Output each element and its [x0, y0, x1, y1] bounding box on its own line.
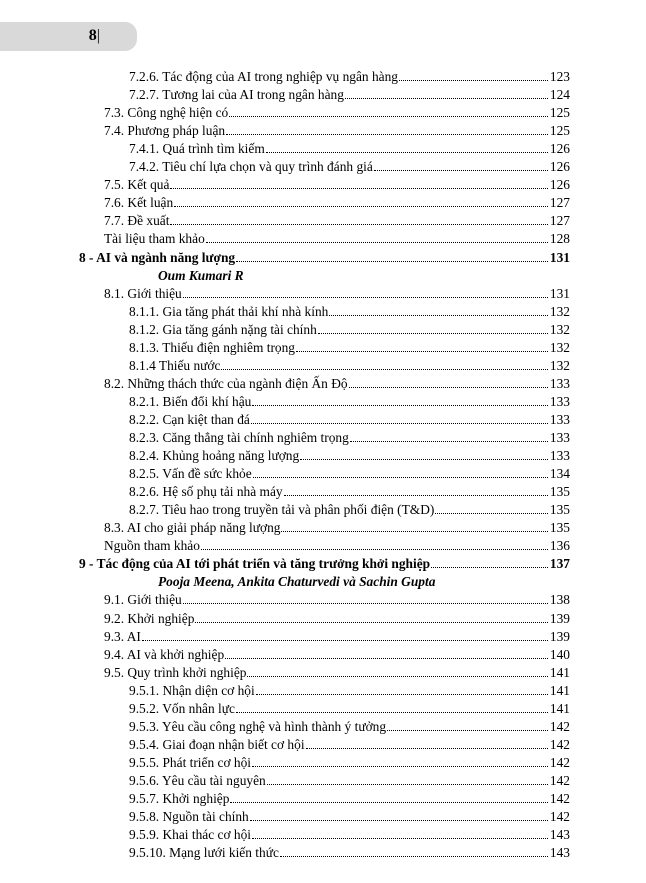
toc-entry[interactable] [129, 790, 570, 807]
toc-entry[interactable] [129, 411, 570, 428]
toc-entry-page: 142 [549, 773, 570, 788]
toc-entry-title: 7.3. Công nghệ hiện có [104, 105, 229, 120]
toc-entry[interactable] [129, 321, 570, 338]
toc-entry-title: 9.1. Giới thiệu [104, 592, 182, 607]
dot-leader [253, 477, 548, 478]
toc-entry-page: 141 [549, 683, 570, 698]
toc-entry-title: 7.4.2. Tiêu chí lựa chọn và quy trình đánh giá [129, 159, 373, 174]
dot-leader [225, 658, 548, 659]
toc-entry-page: 142 [549, 737, 570, 752]
toc-entry-page: 127 [549, 195, 570, 210]
toc-entry[interactable] [129, 772, 570, 789]
dot-leader [267, 784, 548, 785]
toc-entry-page: 142 [549, 791, 570, 806]
toc-entry[interactable] [104, 519, 570, 536]
toc-entry-page: 142 [549, 755, 570, 770]
toc-entry[interactable] [129, 429, 570, 446]
toc-entry[interactable] [104, 104, 570, 121]
toc-entry-title: 7.4.1. Quá trình tìm kiếm [129, 141, 265, 156]
toc-entry-title: 9.5.9. Khai thác cơ hội [129, 827, 251, 842]
toc-entry-page: 133 [549, 376, 570, 391]
toc-chapter-entry[interactable] [79, 555, 570, 572]
dot-leader [250, 820, 548, 821]
toc-entry-title: 9.5.2. Vốn nhân lực [129, 701, 235, 716]
toc-entry-title: 9.4. AI và khởi nghiệp [104, 647, 225, 662]
toc-entry[interactable] [129, 736, 570, 753]
toc-entry-page: 143 [549, 827, 570, 842]
dot-leader [387, 730, 548, 731]
toc-entry-page: 135 [549, 502, 570, 517]
toc-entry-title: 7.7. Đề xuất [104, 213, 170, 228]
dot-leader [374, 170, 548, 171]
toc-entry[interactable] [104, 176, 570, 193]
toc-entry-page: 141 [549, 665, 570, 680]
toc-entry-title: 7.6. Kết luận [104, 195, 174, 210]
toc-entry[interactable] [129, 808, 570, 825]
toc-entry-title: 8.2.2. Cạn kiệt than đá [129, 412, 250, 427]
toc-entry[interactable] [104, 212, 570, 229]
toc-entry-title: 9.5.4. Giai đoạn nhận biết cơ hội [129, 737, 305, 752]
toc-entry[interactable] [129, 68, 570, 85]
dot-leader [296, 351, 548, 352]
toc-entry-title: Nguồn tham khảo [104, 538, 200, 553]
toc-entry-page: 133 [549, 430, 570, 445]
toc-entry-title: 9.5.3. Yêu cầu công nghệ và hình thành ý tưởng [129, 719, 387, 734]
toc-entry-page: 126 [549, 141, 570, 156]
dot-leader [236, 712, 548, 713]
dot-leader [284, 495, 548, 496]
toc-entry-title: 8.2.1. Biến đổi khí hậu [129, 394, 252, 409]
dot-leader [170, 188, 547, 189]
dot-leader [206, 242, 548, 243]
toc-entry-title: 8.2.5. Vấn đề sức khỏe [129, 466, 252, 481]
toc-entry[interactable] [104, 285, 570, 302]
toc-entry[interactable] [104, 230, 570, 247]
dot-leader [201, 549, 548, 550]
dot-leader [236, 261, 548, 262]
dot-leader [247, 676, 547, 677]
toc-entry[interactable] [129, 86, 570, 103]
toc-entry[interactable] [129, 754, 570, 771]
dot-leader [252, 838, 548, 839]
dot-leader [306, 748, 548, 749]
toc-entry[interactable] [129, 339, 570, 356]
toc-entry-title: 9.5.1. Nhận diện cơ hội [129, 683, 255, 698]
toc-entry-page: 139 [549, 611, 570, 626]
toc-entry-title: 8.2. Những thách thức của ngành điện Ấn Độ [104, 376, 348, 391]
toc-entry[interactable] [104, 122, 570, 139]
toc-entry[interactable] [129, 465, 570, 482]
toc-entry[interactable] [129, 140, 570, 157]
page-number: 8| [88, 27, 100, 44]
toc-entry-page: 133 [549, 448, 570, 463]
toc-entry-page: 142 [549, 809, 570, 824]
toc-entry-title: Tài liệu tham khảo [104, 231, 205, 246]
toc-author: Pooja Meena, Ankita Chaturvedi và Sachin Gupta [158, 574, 436, 589]
toc-entry-title: 8.1.4 Thiếu nước [129, 358, 221, 373]
toc-entry[interactable] [104, 664, 570, 681]
toc-entry-title: 7.4. Phương pháp luận [104, 123, 226, 138]
dot-leader [350, 441, 548, 442]
toc-entry-title: 8.2.3. Căng thẳng tài chính nghiêm trọng [129, 430, 349, 445]
toc-entry[interactable] [129, 158, 570, 175]
dot-leader [329, 315, 548, 316]
dot-leader [142, 640, 548, 641]
toc-entry-title: 8.1.2. Gia tăng gánh nặng tài chính [129, 322, 317, 337]
toc-entry-page: 132 [549, 340, 570, 355]
toc-entry-title: 7.2.6. Tác động của AI trong nghiệp vụ ngân hàng [129, 69, 398, 84]
toc-entry-title: 9.5.7. Khởi nghiệp [129, 791, 230, 806]
toc-entry-title: 8.1. Giới thiệu [104, 286, 182, 301]
dot-leader [252, 766, 548, 767]
toc-entry-title: 8.2.6. Hệ số phụ tải nhà máy [129, 484, 283, 499]
toc-entry-title: 9.3. AI [104, 629, 141, 644]
toc-entry-title: 8.2.7. Tiêu hao trong truyền tải và phân phối điện (T&D) [129, 502, 435, 517]
toc-entry-title: 9.5.10. Mạng lưới kiến thức [129, 845, 279, 860]
page-number-tab [0, 22, 137, 51]
toc-entry[interactable] [129, 357, 570, 374]
toc-entry[interactable] [129, 483, 570, 500]
toc-entry-page: 139 [549, 629, 570, 644]
toc-entry-title: 8.2.4. Khủng hoảng năng lượng [129, 448, 300, 463]
toc-entry-title: 9.5. Quy trình khởi nghiệp [104, 665, 247, 680]
toc-entry[interactable] [129, 303, 570, 320]
toc-entry[interactable] [104, 194, 570, 211]
dot-leader [251, 423, 548, 424]
toc-entry[interactable] [104, 628, 570, 645]
toc-entry-page: 143 [549, 845, 570, 860]
toc-entry-page: 142 [549, 719, 570, 734]
toc-entry-page: 135 [549, 484, 570, 499]
toc-entry-title: 9.2. Khởi nghiệp [104, 611, 195, 626]
dot-leader [266, 152, 548, 153]
toc-entry[interactable] [104, 537, 570, 554]
dot-leader [229, 116, 548, 117]
toc-chapter-entry[interactable] [79, 249, 570, 266]
toc-entry-page: 126 [549, 159, 570, 174]
toc-author: Oum Kumari R [158, 268, 244, 283]
toc-entry[interactable] [129, 501, 570, 518]
toc-entry-page: 127 [549, 213, 570, 228]
dot-leader [399, 80, 548, 81]
toc-entry-title: 8.1.3. Thiếu điện nghiêm trọng [129, 340, 295, 355]
toc-entry[interactable] [129, 826, 570, 843]
toc-entry[interactable] [129, 447, 570, 464]
dot-leader [252, 405, 548, 406]
toc-entry-page: 132 [549, 322, 570, 337]
toc-entry-page: 140 [549, 647, 570, 662]
toc-entry-page: 131 [549, 286, 570, 301]
toc-entry-page: 141 [549, 701, 570, 716]
dot-leader [183, 603, 548, 604]
toc-entry-page: 135 [549, 520, 570, 535]
dot-leader [226, 134, 548, 135]
toc-entry-page: 125 [549, 123, 570, 138]
toc-entry-page: 137 [549, 556, 570, 571]
toc-entry-page: 126 [549, 177, 570, 192]
toc-entry-title: 7.2.7. Tương lai của AI trong ngân hàng [129, 87, 344, 102]
toc-entry-title: 9 - Tác động của AI tới phát triển và tăng trưởng khởi nghiệp [79, 556, 431, 571]
dot-leader [256, 694, 548, 695]
toc-entry-title: 8.3. AI cho giải pháp năng lượng [104, 520, 281, 535]
toc-entry-title: 9.5.5. Phát triển cơ hội [129, 755, 251, 770]
dot-leader [280, 856, 548, 857]
toc-entry[interactable] [104, 610, 570, 627]
dot-leader [281, 531, 547, 532]
toc-entry[interactable] [129, 718, 570, 735]
dot-leader [195, 622, 548, 623]
dot-leader [300, 459, 548, 460]
dot-leader [345, 98, 548, 99]
toc-entry-page: 132 [549, 358, 570, 373]
toc-entry-page: 123 [549, 69, 570, 84]
toc-entry-title: 9.5.6. Yêu cầu tài nguyên [129, 773, 266, 788]
toc-entry-page: 138 [549, 592, 570, 607]
dot-leader [230, 802, 547, 803]
toc-entry-page: 128 [549, 231, 570, 246]
dot-leader [221, 369, 547, 370]
toc-entry-page: 125 [549, 105, 570, 120]
toc-entry[interactable] [104, 375, 570, 392]
toc-entry-page: 136 [549, 538, 570, 553]
dot-leader [183, 297, 548, 298]
toc-entry-page: 124 [549, 87, 570, 102]
toc-entry-page: 134 [549, 466, 570, 481]
dot-leader [170, 224, 547, 225]
toc-entry-title: 9.5.8. Nguồn tài chính [129, 809, 249, 824]
toc-entry-page: 133 [549, 394, 570, 409]
toc-entry[interactable] [104, 646, 570, 663]
toc-entry-title: 8 - AI và ngành năng lượng [79, 250, 236, 265]
dot-leader [318, 333, 548, 334]
toc-entry-page: 132 [549, 304, 570, 319]
toc-entry[interactable] [104, 591, 570, 608]
toc-entry[interactable] [129, 700, 570, 717]
toc-entry-title: 7.5. Kết quả [104, 177, 170, 192]
toc-entry[interactable] [129, 393, 570, 410]
toc-entry-page: 131 [549, 250, 570, 265]
toc-entry-page: 133 [549, 412, 570, 427]
toc-entry[interactable] [129, 844, 570, 861]
dot-leader [349, 387, 548, 388]
toc-entry-title: 8.1.1. Gia tăng phát thải khí nhà kính [129, 304, 329, 319]
dot-leader [431, 567, 548, 568]
dot-leader [174, 206, 548, 207]
toc-entry[interactable] [129, 682, 570, 699]
dot-leader [435, 513, 548, 514]
